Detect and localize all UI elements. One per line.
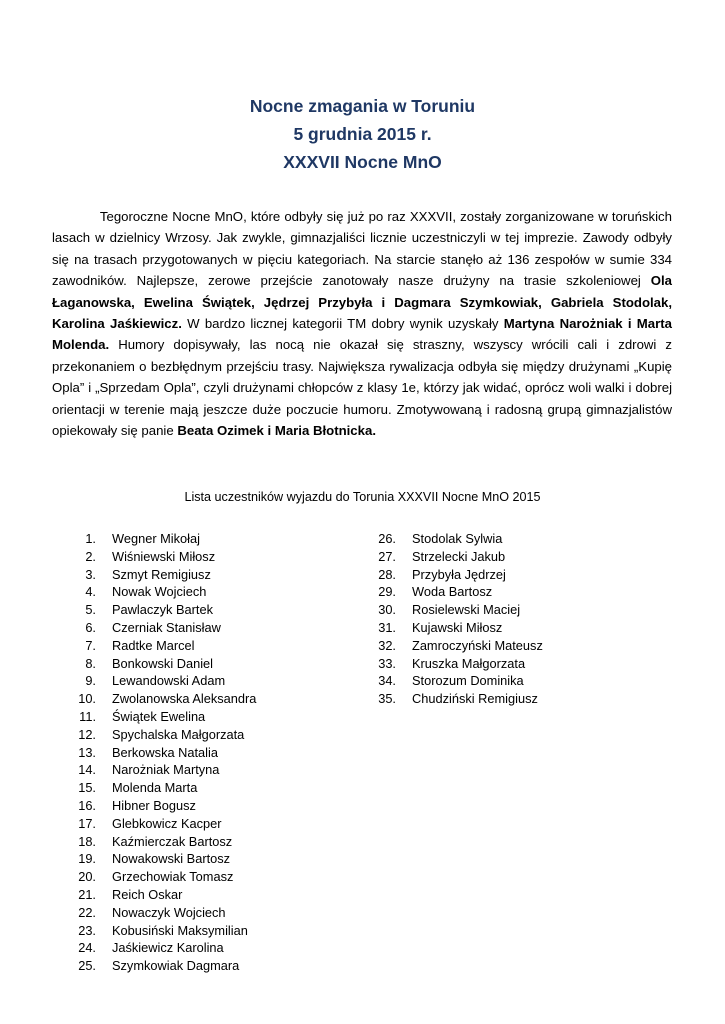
participant-number: 3. [85, 566, 96, 582]
participants-list-right [370, 530, 543, 708]
participant-list-item [70, 939, 256, 957]
participant-number: 34. [378, 673, 396, 689]
participant-number: 28. [378, 566, 396, 582]
participant-number: 21. [78, 886, 96, 902]
participant-name: Kruszka Małgorzata [412, 655, 526, 671]
participant-list-item [70, 708, 256, 726]
participant-name: Hibner Bogusz [112, 797, 196, 813]
participant-number: 13. [78, 744, 96, 760]
participant-name: Strzelecki Jakub [412, 548, 506, 564]
participant-name: Nowakowski Bartosz [112, 851, 231, 867]
participant-name: Jaśkiewicz Karolina [112, 940, 224, 956]
participant-name: Wiśniewski Miłosz [112, 548, 216, 564]
participant-number: 14. [78, 762, 96, 778]
participant-name: Zwolanowska Aleksandra [112, 691, 257, 707]
participant-name: Grzechowiak Tomasz [112, 869, 234, 885]
participant-list-item [70, 672, 256, 690]
participant-name: Kobusiński Maksymilian [112, 922, 248, 938]
participant-name: Świątek Ewelina [112, 708, 206, 724]
participant-number: 17. [78, 815, 96, 831]
participant-number: 6. [85, 619, 96, 635]
paragraph-bold-run: Ola Łaganowska, Ewelina Świątek, Jędrzej Przybyła i Dagmara Szymkowiak, Gabriela Stodolak, Karolina Jaśkiewicz. [52, 273, 672, 332]
participant-list-item [370, 672, 543, 690]
participant-number: 19. [78, 851, 96, 867]
participant-list-item [70, 530, 256, 548]
participant-list-item [70, 583, 256, 601]
participant-name: Wegner Mikołaj [112, 531, 200, 546]
paragraph-bold-run: Martyna Narożniak i Marta Molenda. [52, 316, 672, 353]
participant-number: 7. [85, 637, 96, 653]
participant-number: 24. [78, 940, 96, 956]
participant-list-item [70, 850, 256, 868]
participant-number: 26. [378, 531, 396, 546]
participant-list-item [70, 655, 256, 673]
participants-list-caption: Lista uczestników wyjazdu do Torunia XXXVII Nocne MnO 2015 [184, 490, 541, 504]
participant-name: Przybyła Jędrzej [412, 566, 506, 582]
paragraph-text-run: W bardzo licznej kategorii TM dobry wynik uzyskały [181, 316, 504, 332]
participant-list-item [70, 904, 256, 922]
participant-list-item [70, 637, 256, 655]
participant-number: 32. [378, 637, 396, 653]
participant-list-item [370, 548, 543, 566]
participant-name: Reich Oskar [112, 886, 183, 902]
participant-number: 1. [85, 531, 96, 546]
participant-list-item [70, 922, 256, 940]
participant-name: Woda Bartosz [412, 584, 493, 600]
participant-number: 30. [378, 602, 396, 618]
participant-number: 12. [78, 726, 96, 742]
participant-number: 4. [85, 584, 96, 600]
participant-number: 10. [78, 691, 96, 707]
paragraph-text-run: Humory dopisywały, las nocą nie okazał się straszny, wszyscy wrócili cali i zdrowi z przekonaniem o bezbłędnym przejściu trasy. Największa rywalizacja odbyła się między drużynami „Kupię Opla” i „Sprzedam Opla”, czyli drużynami chłopców z klasy 1e, którzy jak widać, oprócz woli walki i dobrej orientacji w terenie mają jeszcze duże poczucie humoru. Zmotywowaną i radosną grupą gimnazjalistów opiekowały się panie [52, 337, 672, 439]
participant-list-item [370, 637, 543, 655]
participant-name: Zamroczyński Mateusz [412, 637, 543, 653]
participant-name: Chudziński Remigiusz [412, 691, 538, 707]
participant-number: 2. [85, 548, 96, 564]
participant-name: Rosielewski Maciej [412, 602, 521, 618]
participant-list-item [370, 530, 543, 548]
participant-list-item [70, 868, 256, 886]
participant-list-item [370, 601, 543, 619]
participant-list-item [70, 833, 256, 851]
paragraph-text-run: Tegoroczne Nocne MnO, które odbyły się już po raz XXXVII, zostały zorganizowane w toruńskich lasach w dzielnicy Wrzosy. Jak zwykle, gimnazjaliści licznie uczestniczyli w tej imprezie. Zawody odbyły się na trasach przygotowanych w pięciu kategoriach. Na starcie stanęło aż 136 zespołów w sumie 334 zawodników. Najlepsze, zerowe przejście zanotowały nasze drużyny na trasie szkoleniowej [52, 209, 672, 289]
participant-number: 16. [78, 797, 96, 813]
participant-list-item [70, 957, 256, 975]
participant-name: Glebkowicz Kacper [112, 815, 222, 831]
participants-list-left [70, 530, 256, 975]
participant-number: 35. [378, 691, 396, 707]
participant-name: Berkowska Natalia [112, 744, 218, 760]
participant-number: 25. [78, 958, 96, 974]
participant-list-item [370, 619, 543, 637]
participant-list-item [70, 815, 256, 833]
participant-number: 11. [79, 708, 96, 724]
participant-number: 5. [85, 602, 96, 618]
participant-list-item [70, 548, 256, 566]
participant-list-item [70, 601, 256, 619]
participant-list-item [70, 619, 256, 637]
article-title [0, 92, 725, 176]
participant-number: 23. [78, 922, 96, 938]
participant-name: Spychalska Małgorzata [112, 726, 245, 742]
participant-list-item [70, 886, 256, 904]
participant-name: Pawlaczyk Bartek [112, 602, 213, 618]
participant-name: Kaźmierczak Bartosz [112, 833, 233, 849]
paragraph-bold-run: Beata Ozimek i Maria Błotnicka. [177, 423, 376, 439]
participant-number: 8. [85, 655, 96, 671]
participant-number: 9. [85, 673, 96, 689]
participant-name: Nowak Wojciech [112, 584, 207, 600]
participant-number: 15. [78, 780, 96, 796]
participant-number: 27. [378, 548, 396, 564]
article-paragraph [52, 206, 672, 441]
participant-name: Narożniak Martyna [112, 762, 220, 778]
participant-number: 20. [78, 869, 96, 885]
participant-number: 33. [378, 655, 396, 671]
participant-number: 31. [378, 619, 396, 635]
participant-name: Lewandowski Adam [112, 673, 226, 689]
participant-list-item [370, 583, 543, 601]
participant-name: Radtke Marcel [112, 637, 195, 653]
participant-name: Molenda Marta [112, 780, 198, 796]
participant-name: Nowaczyk Wojciech [112, 904, 226, 920]
participant-name: Bonkowski Daniel [112, 655, 214, 671]
participant-list-item [70, 726, 256, 744]
participant-name: Szmyt Remigiusz [112, 566, 211, 582]
participant-number: 18. [78, 833, 96, 849]
participant-list-item [70, 744, 256, 762]
participant-name: Storozum Dominika [412, 673, 524, 689]
participant-list-item [70, 761, 256, 779]
participant-list-item [370, 655, 543, 673]
participant-list-item [70, 779, 256, 797]
title-line-2: 5 grudnia 2015 r. [293, 124, 432, 144]
title-line-3: XXXVII Nocne MnO [283, 152, 442, 172]
participant-list-item [370, 566, 543, 584]
participant-number: 22. [78, 904, 96, 920]
participant-name: Kujawski Miłosz [412, 619, 503, 635]
participant-name: Stodolak Sylwia [412, 531, 503, 546]
title-line-1: Nocne zmagania w Toruniu [249, 96, 476, 116]
participant-list-item [70, 797, 256, 815]
participant-list-item [370, 690, 543, 708]
participant-list-item [70, 690, 256, 708]
participant-name: Szymkowiak Dagmara [112, 958, 240, 974]
participant-number: 29. [378, 584, 396, 600]
participant-name: Czerniak Stanisław [112, 619, 221, 635]
participant-list-item [70, 566, 256, 584]
